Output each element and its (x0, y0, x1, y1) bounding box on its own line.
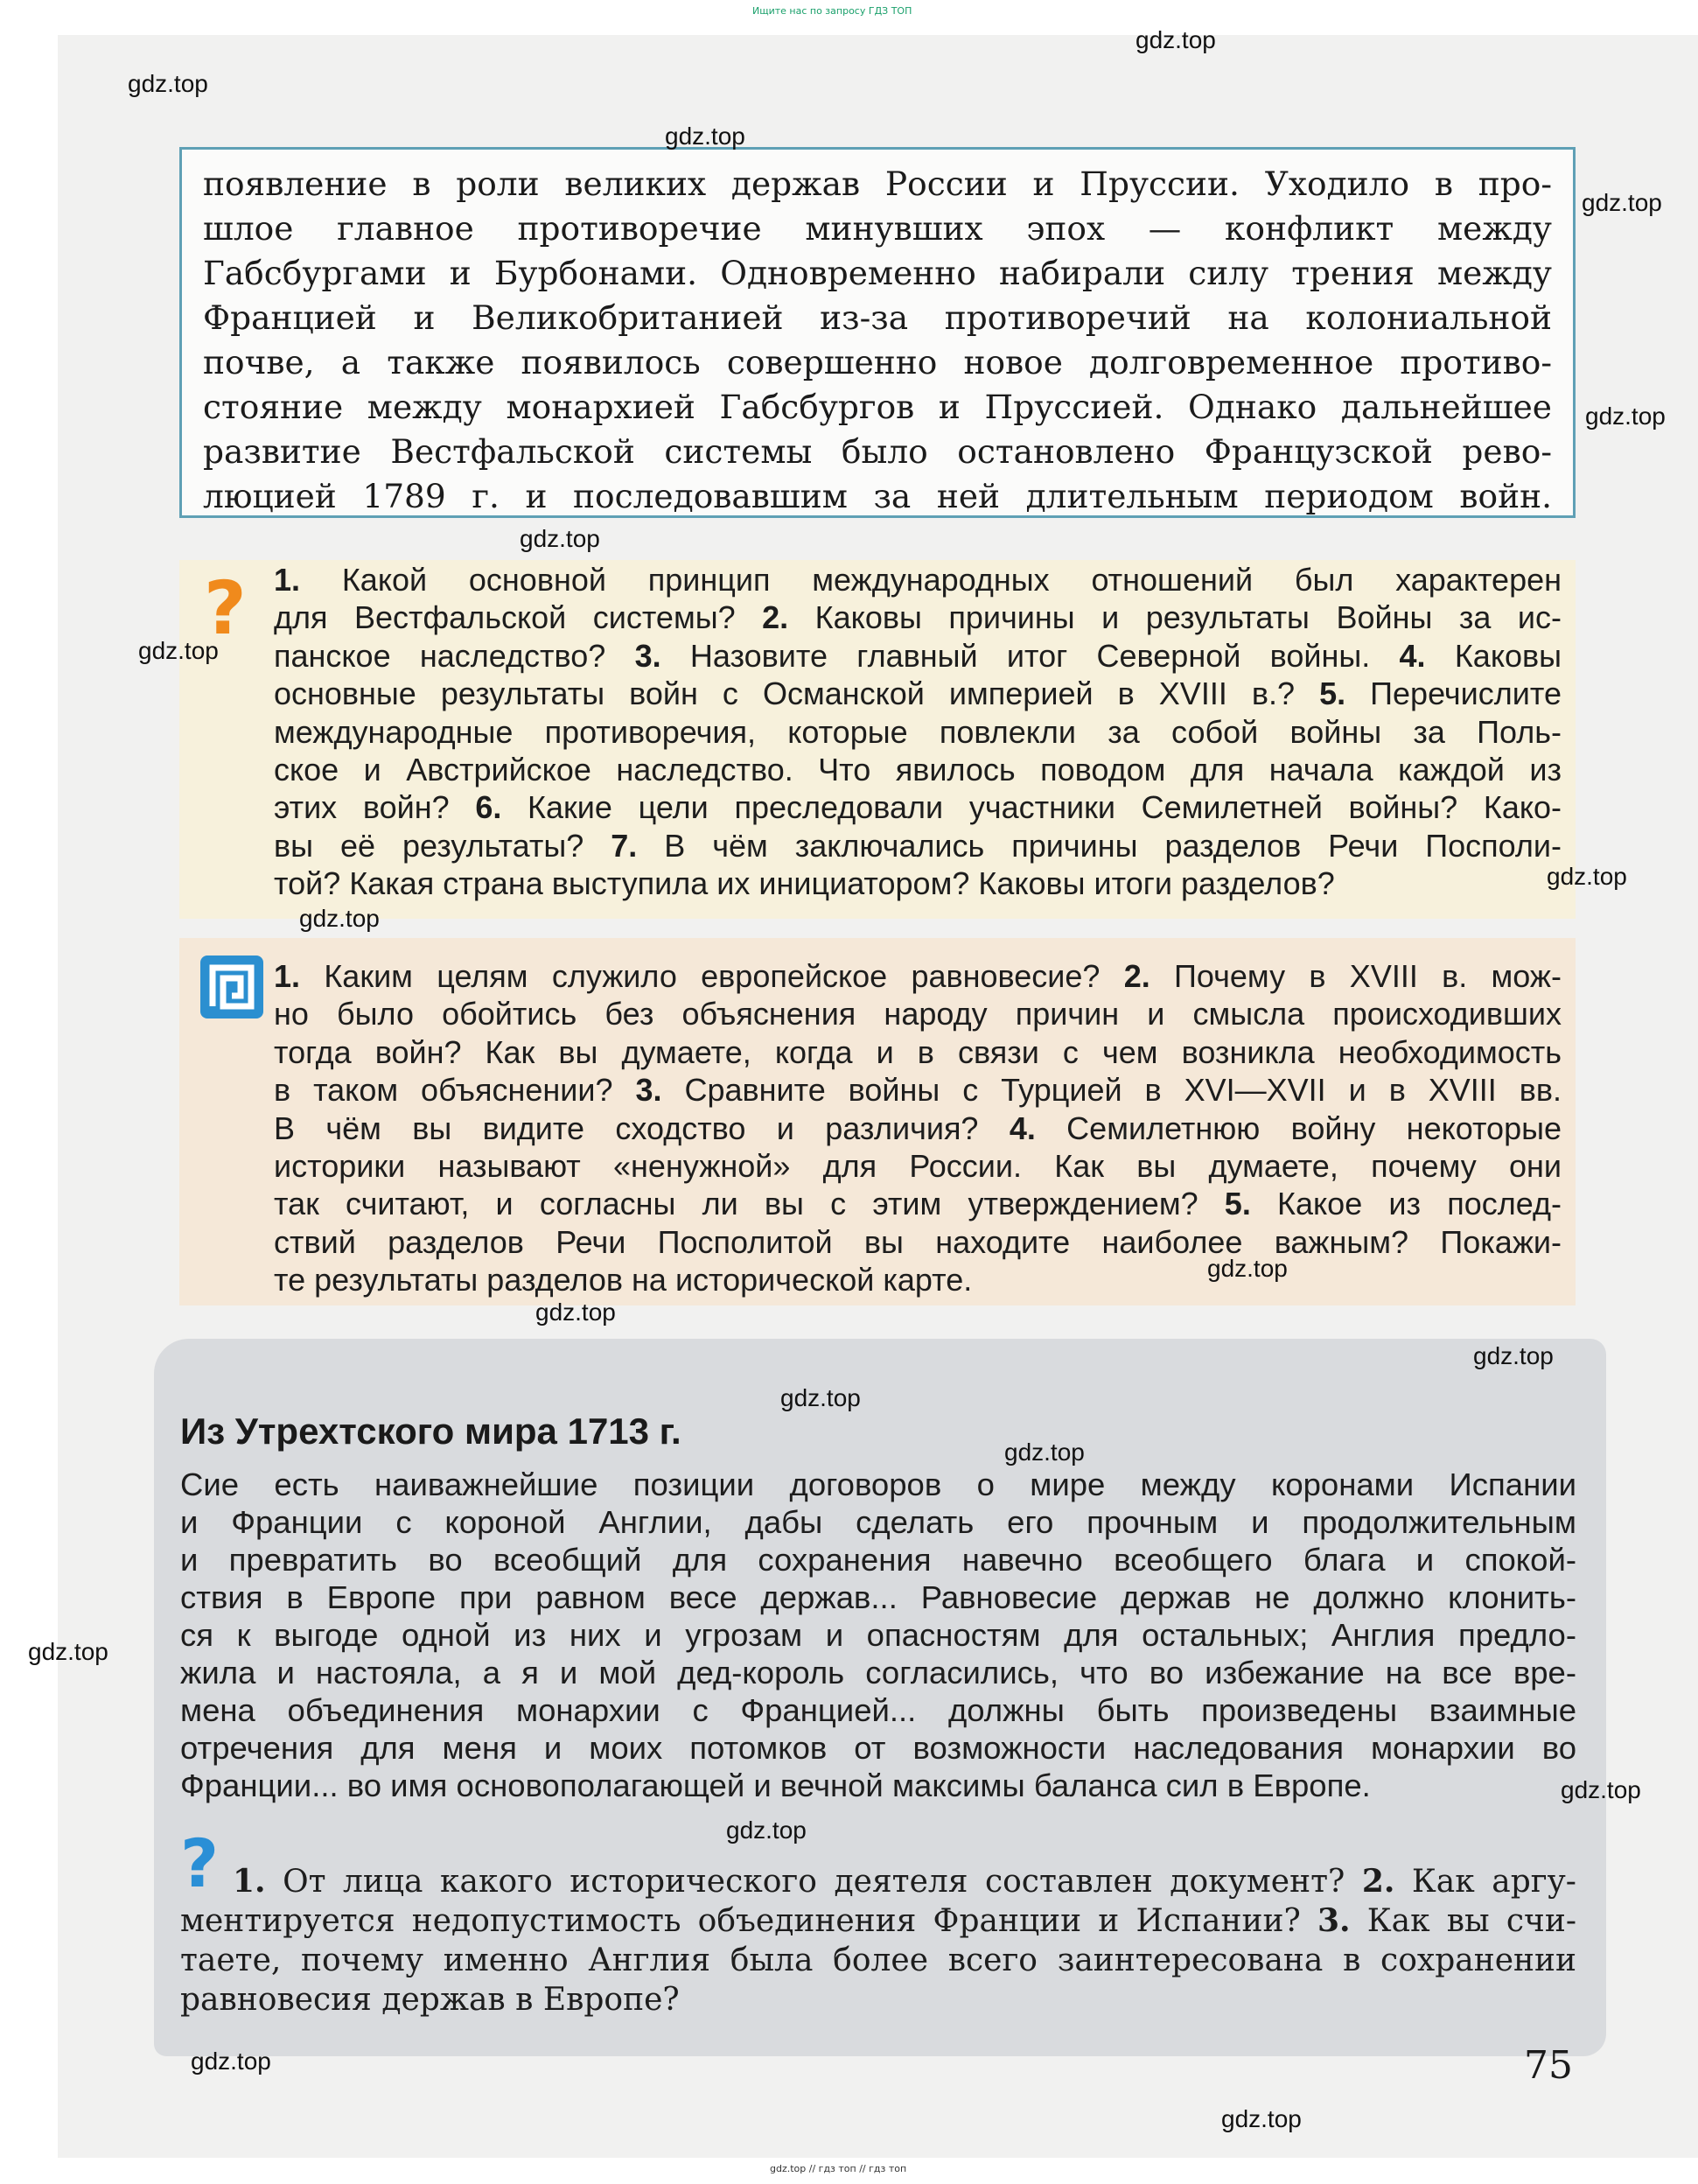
analysis-line (274, 1071, 1562, 1109)
watermark: gdz.top (1561, 1776, 1641, 1803)
question-text: панское наследство? (274, 637, 635, 674)
framed-line: развитие Вестфальской системы было остановлено Французской рево- (203, 432, 1552, 471)
watermark: gdz.top (1473, 1342, 1554, 1369)
document-questions (180, 1862, 1576, 2020)
document-line: ся к выгоде одной из них и угрозам и опасностям для остальных; Англия предло- (180, 1617, 1576, 1653)
framed-line: появление в роли великих держав России и Пруссии. Уходило в про- (203, 164, 1552, 203)
watermark: gdz.top (1004, 1438, 1085, 1466)
watermark: gdz.top (1547, 863, 1627, 890)
document-text (180, 1466, 1576, 1804)
spiral-icon (200, 956, 263, 1018)
questions-box (179, 560, 1576, 919)
task-text: Какое из послед- (1250, 1186, 1562, 1222)
questions-line (274, 637, 1562, 675)
task-text: Сравните войны с Турцией в XVI—XVII и в XVIII вв. (661, 1072, 1562, 1109)
framed-line: шлое главное противоречие минувших эпох — конфликт между (203, 209, 1552, 248)
watermark: gdz.top (1582, 189, 1662, 216)
analysis-line (274, 1185, 1562, 1222)
question-mark-icon: ? (204, 565, 247, 651)
document-question-line (180, 1862, 1576, 1901)
question-number: 4. (1399, 637, 1426, 674)
question-text: Какой основной принцип международных отношений был характерен (300, 562, 1562, 598)
question-text: ментируется недопустимость объединения Франции и Испании? (180, 1903, 1317, 1939)
watermark: gdz.top (28, 1638, 108, 1665)
question-text: основные результаты войн с Османской империей в XVIII в.? (274, 676, 1320, 712)
document-line: и Франции с короной Англии, дабы сделать его прочным и продолжительным (180, 1504, 1576, 1540)
questions-line: ское и Австрийское наследство. Что явилось поводом для начала каждой из (274, 752, 1562, 788)
task-number: 1. (274, 958, 301, 994)
analysis-line: ствий разделов Речи Посполитой вы находите наиболее важным? Покажи- (274, 1223, 1562, 1260)
analysis-line: тогда войн? Как вы думаете, когда и в связи с чем возникла необходимость (274, 1033, 1562, 1070)
question-text: Каковы причины и результаты Войны за ис- (788, 599, 1562, 636)
analysis-line: те результаты разделов на исторической карте. (274, 1262, 973, 1298)
analysis-line (274, 1110, 1562, 1147)
watermark: gdz.top (665, 122, 745, 150)
question-mark-icon: ? (180, 1824, 220, 1902)
framed-paragraph (203, 162, 1552, 519)
question-number: 6. (475, 789, 502, 826)
analysis-line: историки называют «ненужной» для России. Как вы думаете, почему они (274, 1148, 1562, 1185)
watermark: gdz.top (191, 2048, 271, 2075)
questions-line (274, 827, 1562, 864)
question-text: Как аргу- (1394, 1864, 1576, 1900)
question-text: Перечислите (1345, 676, 1562, 712)
document-line: мена объединения монархии с Францией... должны быть произведены взаимные (180, 1692, 1576, 1728)
analysis-line (274, 957, 1562, 995)
question-number: 1. (233, 1863, 266, 1900)
question-number: 2. (762, 599, 789, 636)
question-text: Как вы счи- (1350, 1903, 1576, 1939)
question-number: 2. (1361, 1863, 1395, 1900)
questions-line: той? Какая страна выступила их инициатором? Каковы итоги разделов? (274, 865, 1335, 902)
task-text: в таком объяснении? (274, 1072, 636, 1109)
task-number: 3. (635, 1072, 662, 1109)
question-text: Какие цели преследовали участники Семилетней войны? Како- (501, 789, 1562, 826)
framed-text-box (179, 147, 1576, 518)
document-title: Из Утрехтского мира 1713 г. (180, 1410, 681, 1452)
questions-line (274, 788, 1562, 826)
watermark: gdz.top (1135, 26, 1216, 53)
document-line: ствия в Европе при равном весе держав... Равновесие держав не должно клонить- (180, 1579, 1576, 1615)
questions-text (274, 561, 1562, 903)
question-number: 3. (1317, 1902, 1351, 1939)
analysis-line: но было обойтись без объяснения народу причин и смысла происходивших (274, 996, 1562, 1032)
watermark: gdz.top (1221, 2105, 1302, 2132)
document-line: и превратить во всеобщий для сохранения навечно всеобщего блага и спокой- (180, 1542, 1576, 1578)
task-text: Почему в XVIII в. мож- (1149, 958, 1562, 994)
watermark: gdz.top (726, 1816, 807, 1844)
questions-line (274, 598, 1562, 636)
document-line: Сие есть наиважнейшие позиции договоров о мире между коронами Испании (180, 1466, 1576, 1502)
watermark: gdz.top (535, 1298, 616, 1326)
framed-line: люцией 1789 г. и последовавшим за ней длительным периодом войн. (203, 477, 1552, 515)
framed-line: стояние между монархией Габсбургов и Пруссией. Однако дальнейшее (203, 388, 1552, 426)
document-question-line: равновесия держав в Европе? (180, 1982, 680, 2018)
watermark: gdz.top (780, 1384, 861, 1411)
questions-line: международные противоречия, которые повлекли за собой войны за Поль- (274, 713, 1562, 750)
task-number: 4. (1009, 1110, 1036, 1146)
question-number: 7. (611, 827, 638, 864)
framed-line: Габсбургами и Бурбонами. Одновременно набирали силу трения между (203, 254, 1552, 292)
document-question-line: таете, почему именно Англия была более всего заинтересована в сохранении (180, 1942, 1576, 1978)
question-text: вы её результаты? (274, 827, 611, 864)
question-text: этих войн? (274, 789, 476, 826)
document-line: Франции... во имя основополагающей и вечной максимы баланса сил в Европе. (180, 1768, 1371, 1803)
watermark: gdz.top (1207, 1255, 1288, 1282)
question-text: для Вестфальской системы? (274, 599, 763, 636)
watermark: gdz.top (520, 525, 600, 552)
analysis-box (179, 938, 1576, 1306)
task-text: так считают, и согласны ли вы с этим утверждением? (274, 1186, 1225, 1222)
document-question-line (180, 1901, 1576, 1941)
document-line: жила и настояла, а я и мой дед-король согласились, что во избежание на все вре- (180, 1655, 1576, 1690)
question-text: Назовите главный итог Северной войны. (660, 637, 1400, 674)
questions-line (274, 561, 1562, 598)
task-text: Семилетнюю войну некоторые (1035, 1110, 1562, 1146)
task-text: В чём вы видите сходство и различия? (274, 1110, 1010, 1146)
question-text: От лица какого исторического деятеля составлен документ? (265, 1864, 1362, 1900)
question-text: В чём заключались причины разделов Речи Посполи- (637, 827, 1562, 864)
task-text: Каким целям служило европейское равновесие? (300, 958, 1124, 994)
questions-line (274, 675, 1562, 712)
watermark: gdz.top (1585, 402, 1666, 430)
task-number: 2. (1123, 958, 1150, 994)
question-number: 3. (634, 637, 661, 674)
question-number: 1. (274, 562, 301, 598)
framed-line: Францией и Великобританией из-за противоречий на колониальной (203, 298, 1552, 337)
header-note: Ищите нас по запросу ГДЗ ТОП (752, 5, 912, 17)
watermark: gdz.top (138, 637, 219, 664)
task-number: 5. (1224, 1186, 1251, 1222)
watermark: gdz.top (128, 70, 208, 97)
page-number: 75 (1524, 2043, 1573, 2088)
framed-line: почве, а также появилось совершенно новое долговременное противо- (203, 343, 1552, 382)
question-number: 5. (1319, 676, 1346, 712)
footer-note: gdz.top // гдз топ // гдз топ (770, 2163, 907, 2174)
watermark: gdz.top (299, 905, 380, 932)
document-line: отречения для меня и моих потомков от возможности наследования монархии во (180, 1730, 1576, 1766)
question-text: Каковы (1425, 637, 1562, 674)
analysis-text (274, 957, 1562, 1299)
